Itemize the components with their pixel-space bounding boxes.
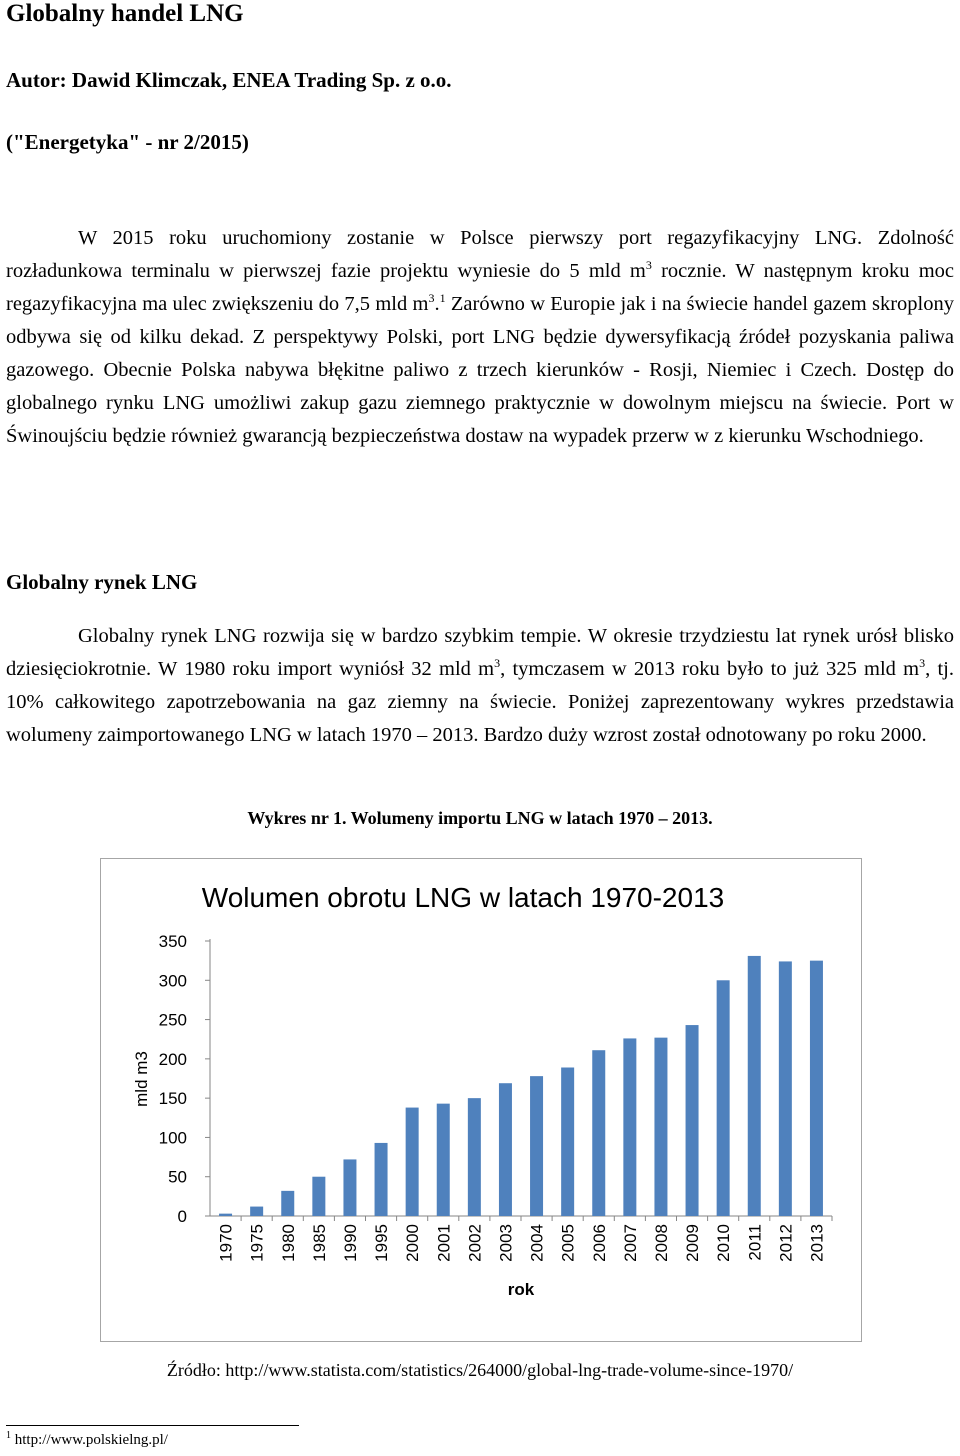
y-tick-label: 250: [158, 1010, 187, 1030]
market-paragraph: [6, 620, 954, 752]
x-axis-label: rok: [507, 1280, 535, 1299]
page-title: Globalny handel LNG: [6, 0, 244, 27]
x-tick-label: 2005: [558, 1224, 578, 1262]
footnote-number: 1: [6, 1430, 11, 1441]
intro-paragraph: [6, 222, 954, 453]
chart-source: Źródło: http://www.statista.com/statistics/264000/global-lng-trade-volume-since-1970/: [166, 1360, 794, 1380]
intro-text-3: .: [434, 293, 440, 315]
x-tick-label: 2013: [807, 1224, 827, 1262]
bar-2010: [717, 980, 730, 1216]
bar-2009: [686, 1025, 699, 1216]
x-tick-label: 2003: [496, 1224, 516, 1262]
y-axis-label: mld m3: [132, 1051, 151, 1107]
x-tick-label: 1975: [247, 1224, 267, 1262]
x-axis-ticks: [217, 1216, 832, 1262]
y-tick-label: 300: [158, 971, 187, 991]
x-tick-label: 2001: [434, 1224, 454, 1262]
intro-text-4: Zarówno w Europie jak i na świecie handel gazem skroplony odbywa się od kilku dekad. Z perspektywy Polski, port LNG będzie dywersyfikacją źródeł pozyskania paliwa gazowego. Obecnie Polska nabywa błękitne paliwo z trzech kierunków - Rosji, Niemiec i Czech. Dostęp do globalnego rynku LNG umożliwi zakup gazu ziemnego praktycznie w dowolnym miejscu na świecie. Port w Świnoujściu będzie również gwarancją bezpieczeństwa dostaw na wypadek przerw w z kierunku Wschodniego.: [6, 293, 954, 447]
bar-1975: [250, 1207, 263, 1216]
chart-frame: [100, 858, 862, 1342]
market-text-2: , tymczasem w 2013 roku było to już 325 mld m: [500, 658, 920, 680]
superscript: 3: [919, 656, 926, 671]
y-tick-label: 50: [168, 1167, 187, 1187]
y-tick-label: 150: [158, 1089, 187, 1109]
superscript: 3: [428, 291, 435, 306]
section-heading: Globalny rynek LNG: [6, 570, 198, 594]
x-tick-label: 2009: [683, 1224, 703, 1262]
x-tick-label: 2011: [745, 1224, 765, 1261]
bar-2000: [406, 1108, 419, 1216]
bar-2001: [437, 1104, 450, 1216]
superscript: 3: [494, 656, 501, 671]
x-tick-label: 1970: [216, 1224, 236, 1262]
footnote-text: http://www.polskielng.pl/: [11, 1432, 168, 1448]
x-tick-label: 1980: [278, 1224, 298, 1262]
market-text-3: , tj. 10% całkowitego zapotrzebowania na gaz ziemny na świecie. Poniżej zaprezentowany wykres przedstawia wolumeny zaimportowanego LNG w latach 1970 – 2013. Bardzo duży wzrost został odnotowany po roku 2000.: [6, 658, 954, 746]
market-text-1: Globalny rynek LNG rozwija się w bardzo szybkim tempie. W okresie trzydziestu lat rynek urósł blisko dziesięciokrotnie. W 1980 roku import wyniósł 32 mld m: [6, 625, 954, 680]
intro-text-2: rocznie. W następnym kroku moc regazyfikacyjna ma ulec zwiększeniu do 7,5 mld m: [6, 260, 954, 315]
y-tick-label: 0: [177, 1207, 187, 1226]
x-tick-label: 1995: [372, 1224, 392, 1262]
bar-1970: [219, 1214, 232, 1216]
x-tick-label: 2008: [651, 1224, 671, 1262]
bar-2013: [810, 961, 823, 1216]
bar-1980: [281, 1191, 294, 1216]
bar-2006: [592, 1050, 605, 1216]
bar-2005: [561, 1068, 574, 1217]
bar-1990: [343, 1159, 356, 1216]
footnote-ref: 1: [439, 291, 446, 306]
x-tick-label: 2000: [403, 1224, 423, 1262]
x-tick-label: 2012: [776, 1224, 796, 1262]
x-tick-label: 2006: [589, 1224, 609, 1262]
bar-2008: [654, 1038, 667, 1216]
bar-2002: [468, 1098, 481, 1216]
y-axis-ticks: [159, 932, 210, 1226]
x-tick-label: 2004: [527, 1224, 547, 1262]
intro-text-1: W 2015 roku uruchomiony zostanie w Polsce pierwszy port regazyfikacyjny LNG. Zdolność rozładunkowa terminalu w pierwszej fazie projektu wyniesie do 5 mld m: [6, 227, 954, 282]
y-tick-label: 100: [158, 1128, 187, 1148]
chart-title: Wolumen obrotu LNG w latach 1970-2013: [201, 882, 725, 913]
x-tick-label: 2010: [714, 1224, 734, 1262]
bar-2003: [499, 1083, 512, 1216]
figure-caption: Wykres nr 1. Wolumeny importu LNG w latach 1970 – 2013.: [247, 808, 713, 828]
x-tick-label: 2002: [465, 1224, 485, 1262]
y-tick-label: 350: [158, 932, 187, 951]
bar-2004: [530, 1076, 543, 1216]
bar-1995: [375, 1143, 388, 1216]
bar-2007: [623, 1038, 636, 1216]
bar-1985: [312, 1177, 325, 1216]
bars: [219, 956, 823, 1216]
x-tick-label: 1985: [309, 1224, 329, 1262]
x-tick-label: 2007: [620, 1224, 640, 1262]
superscript: 3: [645, 258, 652, 273]
bar-chart: [101, 859, 861, 1341]
bar-2012: [779, 961, 792, 1216]
bar-2011: [748, 956, 761, 1216]
publication-source: ("Energetyka" - nr 2/2015): [6, 130, 249, 154]
x-tick-label: 1990: [340, 1224, 360, 1262]
footnote-rule: [6, 1425, 299, 1426]
footnote: [6, 1432, 168, 1449]
author-line: Autor: Dawid Klimczak, ENEA Trading Sp. z o.o.: [6, 68, 452, 92]
y-tick-label: 200: [158, 1049, 187, 1069]
